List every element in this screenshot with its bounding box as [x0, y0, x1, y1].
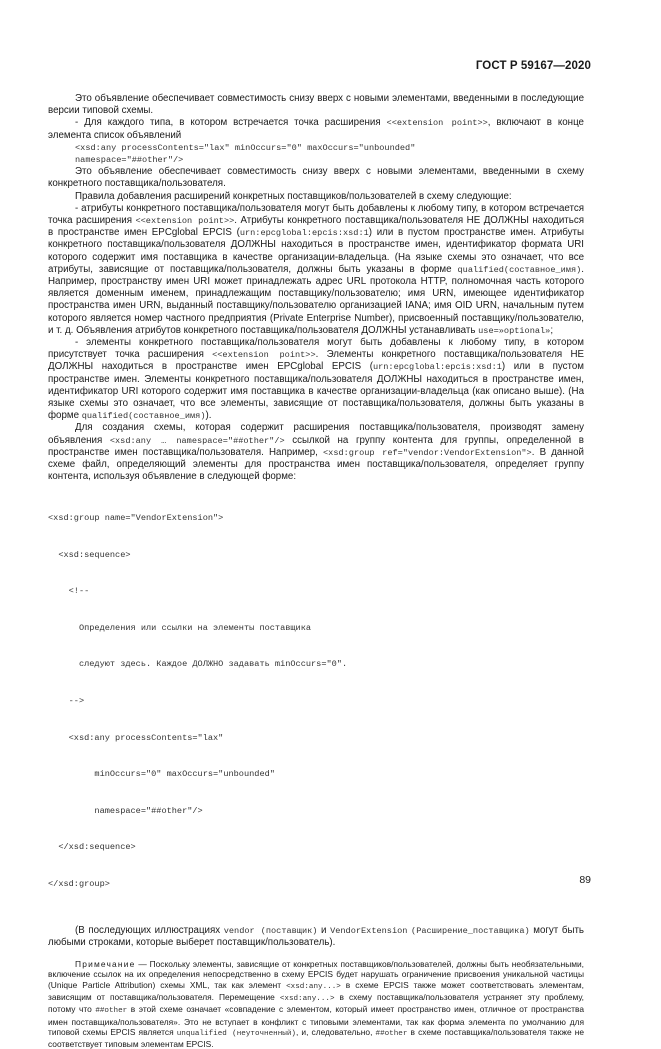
inline-code: VendorExtension [330, 925, 408, 936]
inline-code: ##other [95, 1007, 128, 1016]
inline-code: <xsd:any...> [279, 994, 335, 1003]
inline-code: <<extension point>> [386, 118, 488, 129]
paragraph-schema-creation: Для создания схемы, которая содержит расширения поставщика/пользователя, производят замену объявления <xsd:any … namespace="##other"/> ссылкой на группу контента для группы, определенной в пространстве имен поставщика/пользователя. Например, <xsd:group ref="vendor:VendorExtension">. В данной схеме файл, определяющий элементы для пространства имен поставщика/пользователя, определяет группу контента, используя объявление в следующей форме: [48, 422, 584, 483]
paragraph-compat-2: Это объявление обеспечивает совместимость снизу вверх с новыми элементами, введенными в схему конкретного поставщика/пользователя. [48, 166, 584, 190]
code-line: <xsd:group name="VendorExtension"> [48, 512, 224, 523]
note: Примечание — Поскольку элементы, зависящие от конкретных поставщиков/пользователей, должны быть необязательными, включение ссылок на их определения непосредственно в схему EPCIS будет нарушать ограничение присвоения уникальной частицы (Unique Particle Attribution) схемы XML, так как элемент <xsd:any...> в схеме EPCIS также может соответствовать элементам, зависящим от поставщика/пользователя. Перемещение <xsd:any...> в схему поставщика/пользователя устраняет эту проблему, потому что ##other в этой схеме означает «совпадение с элементом, который имеет пространство имен, отличное от пространства имен поставщика/пользователя». Это не вступает в конфликт с типовыми элементами, так как форма элемента по умолчанию для типовой схемы EPCIS является unqualified (неуточненный), и, следовательно, ##other в схеме поставщика/пользователя также не соответствует типовым элементам EPCIS. [48, 959, 584, 1049]
code-line: namespace="##other"/> [48, 805, 203, 816]
page-number: 89 [579, 874, 591, 886]
inline-code: <xsd:any...> [286, 982, 341, 991]
inline-code: <<extension point>> [135, 216, 235, 227]
note-label: Примечание [75, 959, 136, 970]
paragraph-rules-intro: Правила добавления расширений конкретных поставщиков/пользователей в схему следующие: [75, 190, 512, 202]
inline-code: use=»optional» [478, 325, 551, 336]
code-line: --> [48, 695, 85, 706]
code-line: Определения или ссылки на элементы поставщика [48, 622, 312, 633]
paragraph-attributes: - атрибуты конкретного поставщика/пользователя могут быть добавлены к любому типу, в котором встречается точка расширения <<extension point>>. Атрибуты конкретного поставщика/пользователя НЕ ДОЛЖНЫ находиться в пространстве имен EPCglobal EPCIS (urn:epcglobal:epcis:xsd:1) или в пустом пространстве имен. Атрибуты конкретного поставщика/пользователя ДОЛЖНЫ находиться в пространстве имен, идентификатор формата URI которого содержит имя поставщика в качестве организации-владельца. (На языке схемы это означает, что все атрибуты, зависящие от поставщика/пользователя, должны быть указаны в форме qualified(составное_имя). Например, пространству имен URI может принадлежать адрес URL протокола HTTP, полномочная часть которого является доменным именем, принадлежащим поставщику/пользователю; имя URN, имеющее идентификатор пространства имен URN, выданный поставщику/пользователю организацией IANA; имя OID URN, начальным путем которого является номер частного предприятия (Private Enterprise Number), присвоенный поставщику/пользователю, и т. д. Объявления атрибутов конкретного поставщика/пользователя ДОЛЖНЫ устанавливать use=»optional»; [48, 202, 584, 336]
paragraph-elements: - элементы конкретного поставщика/пользователя могут быть добавлены к любому типу, в котором присутствует точка расширения <<extension point>>. Элементы конкретного поставщика/пользователя НЕ ДОЛЖНЫ находиться в пространстве имен EPCglobal EPCIS (urn:epcglobal:epcis:xsd:1) или в пустом пространстве имен. Элементы конкретного поставщика/пользователя ДОЛЖНЫ находиться в пространстве имен, идентификатор URI которого содержит имя поставщика в качестве организации-владельца (как описано выше). (На языке схемы это означает, что все элементы, зависящие от поставщика/пользователя, должны быть указаны в форме qualified(составное_имя)). [48, 337, 584, 422]
code-block [48, 488, 584, 915]
code-line: <xsd:any processContents="lax" minOccurs="0" maxOccurs="unbounded" [75, 142, 416, 153]
inline-code: (Расширение_поставщика) [411, 925, 530, 936]
inline-code: qualified [457, 264, 504, 275]
page-body [48, 93, 584, 1049]
code-line: </xsd:sequence> [48, 842, 136, 853]
code-line: следуют здесь. Каждое ДОЛЖНО задавать minOccurs="0". [48, 659, 348, 670]
inline-code: vendor (поставщик) [223, 925, 318, 936]
code-line: <!-- [48, 586, 90, 597]
inline-code: unqualified (неуточненный) [176, 1029, 296, 1038]
standard-number: ГОСТ Р 59167—2020 [475, 60, 591, 72]
inline-code: <<extension point>> [212, 350, 316, 361]
inline-code: urn:epcglobal:epcis:xsd:1 [239, 228, 369, 239]
inline-code: (составное_имя) [128, 411, 206, 422]
inline-code: qualified [81, 411, 129, 422]
inline-code: (составное_имя) [503, 264, 582, 275]
paragraph-extension-rule: - Для каждого типа, в котором встречается точка расширения <<extension point>>, включают в конце элемента список объявлений [48, 117, 584, 141]
code-line: </xsd:group> [48, 879, 110, 889]
inline-code: urn:epcglobal:epcis:xsd:1 [372, 362, 502, 373]
inline-code: <xsd:any … namespace="##other"/> [109, 435, 285, 446]
inline-code: <xsd:group ref="vendor:VendorExtension"> [323, 447, 532, 458]
code-line: minOccurs="0" maxOccurs="unbounded" [48, 769, 275, 780]
code-line: <xsd:any processContents="lax" [48, 732, 224, 743]
inline-code: ##other [375, 1029, 408, 1038]
code-line: <xsd:sequence> [48, 549, 131, 560]
paragraph-illustration-note: (В последующих иллюстрациях vendor (поставщик) и VendorExtension (Расширение_поставщика) могут быть любыми строками, которые выберет поставщик/пользователь). [48, 924, 584, 948]
paragraph-compat-1: Это объявление обеспечивает совместимость снизу вверх с новыми элементами, введенными в последующие версии типовой схемы. [48, 93, 584, 117]
code-line: namespace="##other"/> [75, 155, 184, 166]
